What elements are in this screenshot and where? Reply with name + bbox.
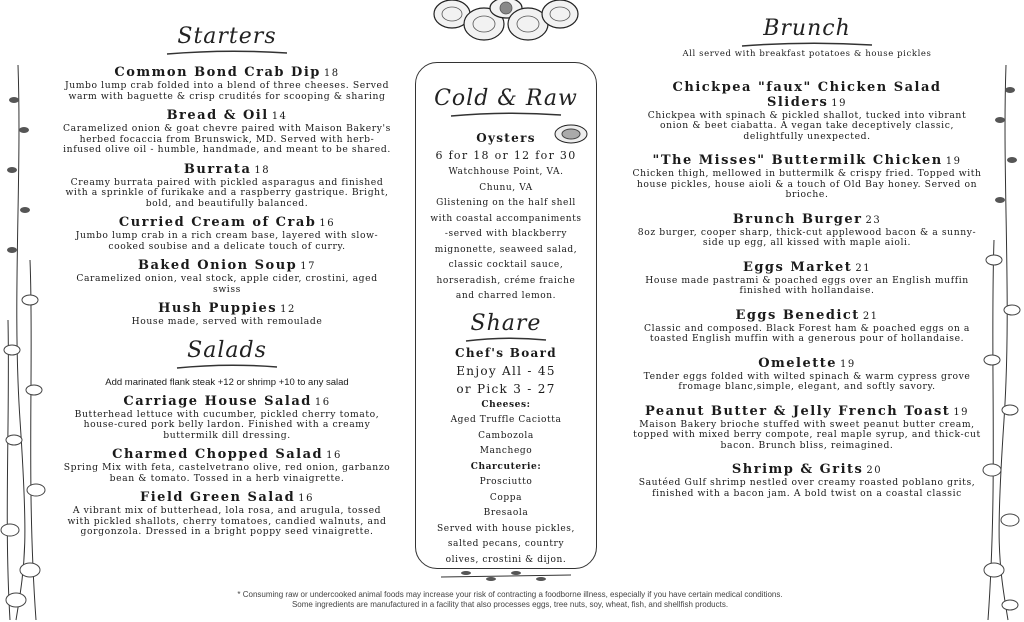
menu-item-name: Field Green Salad (140, 490, 296, 505)
menu-item-name: Omelette (758, 355, 838, 371)
share-heading: Share (470, 310, 542, 336)
menu-item-name: Baked Onion Soup (137, 258, 298, 273)
menu-item-description: A vibrant mix of butterhead, lola rosa, and arugula, tossed with pickled shallots, cherry tomatoes, candied walnuts, and gorgonzola. Dressed in a bright poppy seed vinaigrette. (67, 505, 387, 537)
menu-item-description: 8oz burger, cooper sharp, thick-cut applewood bacon & a sunny-side up egg, all kissed with maple aioli. (637, 226, 977, 248)
heading-swash (446, 111, 566, 119)
starters-list (62, 65, 392, 328)
menu-item-description: Spring Mix with feta, castelvetrano olive, red onion, garbanzo bean & tomato. Tossed in a herb vinaigrette. (63, 462, 391, 484)
cheese-item: Aged Truffle Caciotta (450, 415, 562, 425)
menu-item (62, 447, 392, 484)
charcuterie-label: Charcuterie: (470, 461, 542, 472)
chefs-board-accompaniments (415, 522, 597, 569)
oysters-description-line: with coastal accompaniments (430, 213, 582, 224)
menu-item-name: Common Bond Crab Dip (114, 65, 321, 80)
menu-item-title (62, 162, 392, 178)
menu-item-price: 12 (280, 304, 296, 315)
menu-item-name: "The Misses" Buttermilk Chicken (652, 153, 943, 168)
charcuterie-item: Prosciutto (479, 477, 533, 487)
menu-item-description: Caramelized onion & goat chevre paired with Maison Bakery's herbed focaccia from Brunswick, MD. Served with herb-infused olive oil - humble, handmade, and meant to be shared. (63, 123, 391, 155)
menu-item-name: Eggs Market (742, 259, 853, 275)
salads-heading: Salads (187, 337, 267, 363)
menu-item (62, 65, 392, 102)
menu-item-price: 19 (831, 97, 848, 109)
menu-item-description: Sautéed Gulf shrimp nestled over creamy roasted poblano grits, finished with a bacon jam. A bold twist on a coastal classic (638, 477, 976, 499)
disclaimer-line-1: * Consuming raw or undercooked animal foods may increase your risk of contracting a foodborne illness, especially if you have certain medical conditions. (237, 590, 783, 599)
menu-item-title (62, 490, 392, 506)
menu-item-title (62, 215, 392, 231)
menu-item-price: 21 (855, 262, 872, 274)
cheese-item: Manchego (479, 446, 533, 456)
menu-item-name: Eggs Benedict (735, 307, 860, 323)
menu-item-description: Maison Bakery brioche stuffed with sweet peanut butter cream, topped with mixed berry compote, real maple syrup, and thick-cut bacon. Brunch bliss, reimagined. (633, 418, 981, 451)
menu-item-name: Curried Cream of Crab (118, 215, 317, 230)
menu-item-title (62, 447, 392, 463)
menu-item-title (62, 301, 392, 317)
menu-item (62, 215, 392, 252)
menu-item-title (632, 356, 982, 372)
menu-item-name: Peanut Butter & Jelly French Toast (644, 403, 951, 419)
menu-item-price: 14 (271, 111, 288, 122)
menu-item-description: Chickpea with spinach & pickled shallot, tucked into vibrant onion & beet ciabatta. A vegan take deceptively classic, delightfully unexpected. (647, 109, 967, 142)
menu-item-name: Chickpea "faux" Chicken Salad Sliders (672, 79, 942, 110)
menu-item-name: Shrimp & Grits (731, 462, 864, 477)
charcuterie-list (415, 475, 597, 522)
menu-item-price: 20 (866, 465, 883, 476)
oysters-description-line: Chunu, VA (479, 182, 533, 193)
cheeses-list (415, 413, 597, 460)
menu-item-title (632, 308, 982, 324)
menu-item-price: 18 (323, 68, 340, 79)
menu-item-title (632, 212, 982, 228)
menu-item (62, 394, 392, 442)
oysters-description (415, 165, 597, 305)
menu-item-description: House made pastrami & poached eggs over an English muffin finished with hollandaise. (645, 274, 969, 296)
right-column (632, 0, 982, 510)
brunch-heading: Brunch (763, 16, 851, 41)
menu-item-price: 16 (298, 493, 314, 504)
chefs-board-pick-three: or Pick 3 - 27 (456, 381, 556, 396)
menu-item (632, 404, 982, 452)
menu-item (632, 260, 982, 297)
menu-item-name: Charmed Chopped Salad (112, 447, 324, 462)
menu-item (632, 356, 982, 393)
menu-item-description: Creamy burrata paired with pickled asparagus and finished with a sprinkle of furikake and a raspberry gastrique. Bright, bold, and beautifully balanced. (65, 176, 389, 209)
menu-item-name: Carriage House Salad (123, 393, 312, 409)
menu-item-title (632, 260, 982, 276)
menu-item-price: 19 (953, 406, 970, 418)
cheese-item: Cambozola (478, 430, 534, 441)
menu-item-title (62, 394, 392, 410)
menu-item (632, 462, 982, 499)
heading-swash (737, 41, 877, 49)
oysters-description-line: classic cocktail sauce, (448, 260, 564, 270)
oysters-description-line: Glistening on the half shell (436, 198, 576, 208)
menu-item-price: 19 (840, 358, 856, 370)
menu-item (632, 153, 982, 201)
allergy-disclaimer (180, 590, 840, 610)
menu-item-price: 18 (254, 164, 271, 176)
chefs-board-enjoy-all: Enjoy All - 45 (456, 363, 556, 378)
menu-item-title (62, 258, 392, 274)
menu-item (632, 80, 982, 143)
heading-swash (162, 49, 292, 57)
accompaniment-line: olives, crostini & dijon. (445, 554, 567, 565)
menu-item-title (62, 108, 392, 124)
menu-item-description: Butterhead lettuce with cucumber, pickled cherry tomato, house-cured pork belly lardon. Finished with a creamy buttermilk dill dressing. (74, 408, 380, 441)
menu-item-title (632, 404, 982, 420)
oysters-description-line: mignonette, seaweed salad, (434, 244, 578, 255)
chefs-board-title: Chef's Board (455, 345, 557, 360)
oyster-icon (553, 123, 589, 145)
cold-raw-heading: Cold & Raw (434, 86, 578, 111)
oysters-title: Oysters (476, 131, 536, 145)
right-botanical-illustration (980, 60, 1024, 622)
heading-swash (461, 336, 551, 344)
menu-item-description: Chicken thigh, mellowed in buttermilk & crispy fried. Topped with house pickles, house aioli & a touch of Old Bay honey. Served on brioche. (632, 168, 982, 200)
menu-item (632, 308, 982, 345)
disclaimer-line-2: Some ingredients are manufactured in a facility that also processes eggs, tree nuts, soy, wheat, fish, and shellfish products. (291, 600, 729, 609)
menu-item-description: Jumbo lump crab in a rich cream base, layered with slow-cooked soubise and a delicate touch of curry. (75, 230, 379, 252)
accompaniment-line: salted pecans, country (447, 539, 565, 549)
menu-item (62, 258, 392, 295)
menu-item-price: 16 (326, 450, 342, 461)
menu-item-price: 16 (319, 218, 336, 229)
middle-column (415, 0, 597, 587)
menu-item-description: Tender eggs folded with wilted spinach & warm cypress grove fromage blanc,simple, elegant, and softly savory. (643, 370, 971, 392)
menu-item-price: 23 (865, 214, 882, 226)
menu-item-price: 19 (945, 156, 962, 167)
cheeses-label: Cheeses: (481, 399, 531, 410)
menu-item-name: Bread & Oil (166, 108, 269, 123)
menu-item (632, 212, 982, 249)
starters-heading: Starters (177, 24, 277, 49)
menu-item-name: Hush Puppies (158, 301, 278, 316)
menu-item-name: Brunch Burger (732, 211, 863, 227)
menu-item-description: Caramelized onion, veal stock, apple cider, crostini, aged swiss (76, 273, 378, 295)
menu-item (62, 108, 392, 156)
oysters-price: 6 for 18 or 12 for 30 (435, 149, 577, 162)
charcuterie-item: Bresaola (483, 508, 529, 518)
menu-item-title (632, 80, 982, 111)
accompaniment-line: Served with house pickles, (437, 523, 575, 534)
herb-sprig-illustration (436, 569, 576, 583)
menu-item-title (632, 153, 982, 169)
menu-item-name: Burrata (183, 161, 252, 177)
menu-item-price: 16 (314, 396, 331, 408)
oysters-description-line: and charred lemon. (455, 291, 557, 301)
salads-list (62, 394, 392, 538)
oysters-description-line: Watchhouse Point, VA. (448, 167, 564, 177)
menu-item (62, 162, 392, 210)
heading-swash (172, 363, 282, 371)
menu-item-description: Classic and composed. Black Forest ham & poached eggs on a toasted English muffin with a generous pour of hollandaise. (644, 322, 970, 344)
left-column (62, 0, 392, 544)
charcuterie-item: Coppa (489, 492, 523, 503)
left-botanical-illustration (0, 60, 55, 622)
menu-item-title (632, 462, 982, 478)
menu-item-description: Jumbo lump crab folded into a blend of three cheeses. Served warm with baguette & crisp crudités for scooping & sharing (64, 80, 390, 102)
brunch-note: All served with breakfast potatoes & house pickles (682, 49, 932, 59)
brunch-list (632, 80, 982, 500)
menu-item-price: 21 (862, 310, 879, 322)
menu-item (62, 490, 392, 538)
salads-note: Add marinated flank steak +12 or shrimp +10 to any salad (105, 376, 349, 388)
oysters-description-line: horseradish, créme fraiche (436, 275, 576, 286)
oysters-description-line: -served with blackberry (444, 229, 568, 239)
menu-item-price: 17 (300, 261, 316, 272)
menu-item (62, 301, 392, 328)
menu-item-title (62, 65, 392, 81)
menu-item-description: House made, served with remoulade (131, 316, 323, 327)
